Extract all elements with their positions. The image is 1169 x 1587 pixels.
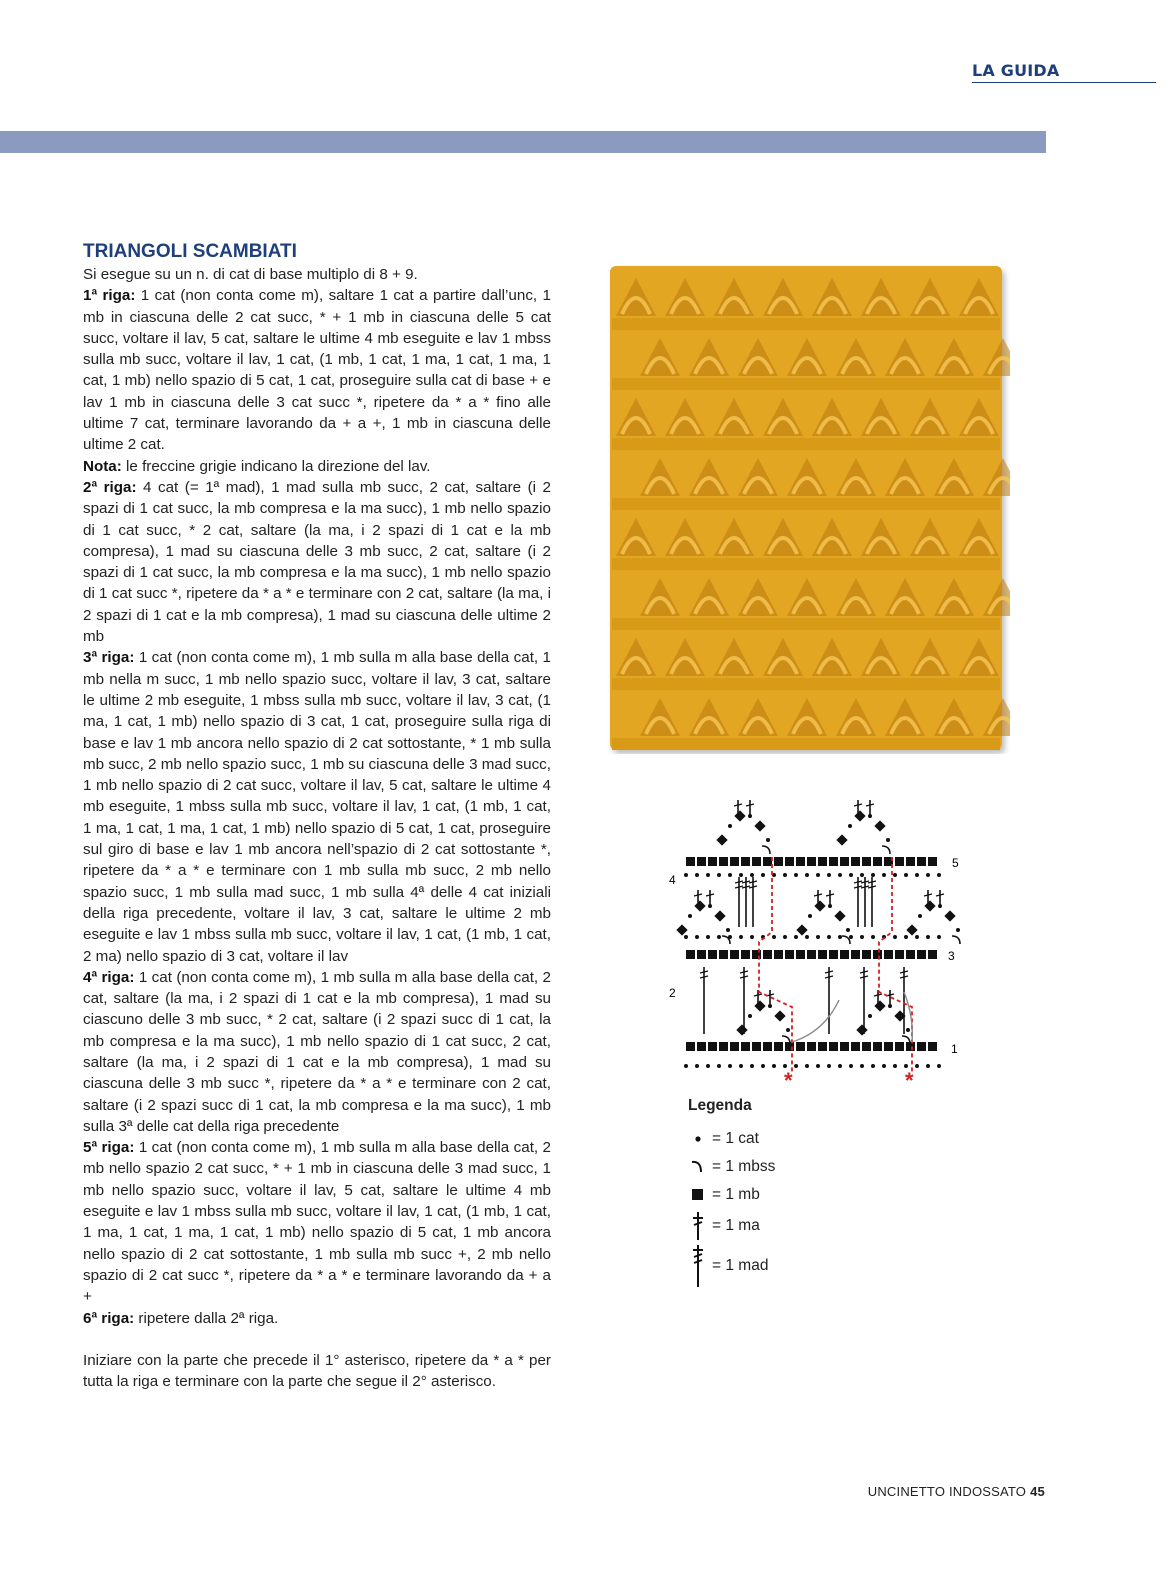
mb-square xyxy=(807,950,816,959)
stitch-bar xyxy=(854,804,862,806)
stitch-diagram xyxy=(664,792,964,1088)
cat-dot xyxy=(772,1064,776,1068)
cat-dot xyxy=(739,935,743,939)
mb-square xyxy=(917,857,926,866)
stitch-bar xyxy=(740,976,748,978)
row-4-label: 4ª riga: xyxy=(83,968,135,986)
cat-dot xyxy=(706,873,710,877)
slip-stitch-arc-icon xyxy=(688,1153,708,1181)
cat-dot xyxy=(805,935,809,939)
mb-square xyxy=(708,1042,717,1051)
mb-square xyxy=(686,1042,695,1051)
cat-dot xyxy=(904,873,908,877)
mb-square xyxy=(818,857,827,866)
cat-dot xyxy=(904,935,908,939)
cat-dot xyxy=(926,873,930,877)
mb-square xyxy=(884,950,893,959)
row-6-text: ripetere dalla 2ª riga. xyxy=(134,1309,279,1327)
cat-dot xyxy=(805,873,809,877)
row-3-paragraph xyxy=(83,647,551,966)
cat-dot xyxy=(684,873,688,877)
mb-square xyxy=(796,950,805,959)
stitch-bar xyxy=(749,886,757,888)
cat-dot xyxy=(868,1014,872,1018)
mb-square xyxy=(928,950,937,959)
cat-dot xyxy=(827,1064,831,1068)
intro-paragraph: Si esegue su un n. di cat di base multiplo di 8 + 9. xyxy=(83,266,418,283)
stitch-bar xyxy=(860,971,868,973)
mb-square xyxy=(834,910,845,921)
cat-dot xyxy=(882,873,886,877)
stitch-bar xyxy=(826,894,834,896)
cat-dot xyxy=(871,935,875,939)
cat-dot xyxy=(848,824,852,828)
mb-square xyxy=(928,857,937,866)
row-5-paragraph xyxy=(83,1137,551,1307)
mb-square xyxy=(873,857,882,866)
cat-dot xyxy=(915,1064,919,1068)
cat-dot xyxy=(750,935,754,939)
cat-dot xyxy=(695,935,699,939)
cat-dot xyxy=(860,873,864,877)
stitch-bar xyxy=(740,971,748,973)
mb-square xyxy=(840,950,849,959)
mb-square xyxy=(719,857,728,866)
stitch-bar xyxy=(700,971,708,973)
legend-item-mb xyxy=(688,1181,775,1209)
cat-dot xyxy=(893,873,897,877)
mb-square xyxy=(754,820,765,831)
cat-dot xyxy=(838,873,842,877)
legend-title: Legenda xyxy=(688,1097,752,1114)
mb-square xyxy=(734,810,745,821)
mb-square xyxy=(836,834,847,845)
swatch-band xyxy=(612,618,1000,630)
row-6-label: 6ª riga: xyxy=(83,1309,135,1327)
mb-square xyxy=(829,857,838,866)
swatch-band xyxy=(612,738,1000,750)
mb-square xyxy=(774,950,783,959)
cat-dot xyxy=(786,1028,790,1032)
crochet-swatch-image xyxy=(606,264,1010,754)
cat-dot xyxy=(860,1064,864,1068)
cat-dot xyxy=(684,935,688,939)
cat-dot xyxy=(871,1064,875,1068)
stitch-bar xyxy=(735,881,743,883)
stitch-bar xyxy=(860,976,868,978)
cat-dot xyxy=(816,935,820,939)
mb-square xyxy=(754,1000,765,1011)
mb-square xyxy=(906,924,917,935)
stitch-bar xyxy=(936,894,944,896)
article-title: TRIANGOLI SCAMBIATI xyxy=(83,241,297,262)
mb-square xyxy=(730,950,739,959)
mb-square xyxy=(851,1042,860,1051)
mbss-arc xyxy=(882,846,890,854)
closing-paragraph: Iniziare con la parte che precede il 1° asterisco, ripetere da * a * per tutta la riga e terminare con la parte che segue il 2° asterisco. xyxy=(83,1351,551,1391)
cat-dot xyxy=(750,873,754,877)
cat-dot xyxy=(808,914,812,918)
cat-dot xyxy=(717,873,721,877)
swatch-band xyxy=(612,678,1000,690)
mb-square xyxy=(829,1042,838,1051)
cat-dot xyxy=(783,935,787,939)
mb-square xyxy=(719,1042,728,1051)
cat-dot xyxy=(893,935,897,939)
row-5-text: 1 cat (non conta come m), 1 mb sulla m alla base della cat, 2 mb nello spazio 2 cat succ, * + 1 mb in ciascuna delle 3 mad succ, 1 mb nello spazio succ, voltare il lav, 5 cat, saltare le ultime 4 mb eseguite e lav 1 mbss sulla mb succ, voltare il lav, 1 cat, (1 mb, 1 cat, 1 ma, 1 cat, 1 ma, 1 cat, 1 mb) nello spazio di 5 cat, 1 mb ancora nello spazio di 2 cat sottostante, 1 mb sulla mb succ +, 2 mb nello spazio di 2 cat succ *, ripetere da * a * e terminare lavorando da + a + xyxy=(83,1139,552,1306)
cat-dot xyxy=(816,873,820,877)
swatch-band xyxy=(612,378,1000,390)
stitch-bar xyxy=(749,881,757,883)
mb-square xyxy=(730,857,739,866)
cat-dot xyxy=(918,914,922,918)
cat-dot xyxy=(726,928,730,932)
mb-square xyxy=(873,1042,882,1051)
row-2-label: 2ª riga: xyxy=(83,478,137,496)
mb-square xyxy=(884,1042,893,1051)
cat-dot xyxy=(906,1028,910,1032)
cat-dot xyxy=(750,1064,754,1068)
mb-square xyxy=(906,857,915,866)
cat-dot xyxy=(882,1064,886,1068)
mb-square xyxy=(856,1024,867,1035)
cat-dot xyxy=(849,1064,853,1068)
mb-square xyxy=(774,1010,785,1021)
cat-dot xyxy=(846,928,850,932)
legend-item-label: = 1 mad xyxy=(712,1257,769,1274)
stitch-bar xyxy=(734,804,742,806)
mb-square xyxy=(862,1042,871,1051)
mb-square xyxy=(895,950,904,959)
mb-square xyxy=(895,1042,904,1051)
direction-arrow xyxy=(792,1000,839,1042)
chain-dot-icon xyxy=(688,1125,708,1153)
repeat-line-right xyxy=(879,857,912,1074)
stitch-bar xyxy=(854,886,862,888)
cat-dot xyxy=(748,1014,752,1018)
cat-dot xyxy=(706,1064,710,1068)
cat-dot xyxy=(794,1064,798,1068)
mb-square xyxy=(719,950,728,959)
row-3-text: 1 cat (non conta come m), 1 mb sulla m alla base della cat, 1 mb nella m succ, 1 mb nello spazio succ, voltare il lav, 3 cat, saltare le ultime 2 mb eseguite, 1 mbss sulla mb succ, voltare il lav, 3 cat, (1 ma, 1 cat, 1 mb) nello spazio di 3 cat, 1 cat, proseguire sulla riga di base e lav 1 mb ancora nello spazio di 2 cat sottostante, * 1 mb sulla mb succ, 2 mb nello spazio succ, 1 mb su ciascuna delle 3 mad succ, 1 mb nello spazio di 2 cat succ, voltare il lav, 5 cat, saltare le ultime 4 mb eseguite, 1 mbss sulla mb succ, voltare il lav, 1 cat, (1 mb, 1 cat, 1 ma, 1 cat, 1 ma, 1 cat, 1 mb) nello spazio di 5 cat, 1 cat, proseguire sul giro di base e lav 1 mb ancora nell’spazio di 2 cat sottostante *, ripetere da * a * e terminare con 1 mb sulla mb succ, 2 mb nello spazio succ, 1 mb sulla mad succ, 1 mb sulla 4ª delle 4 cat iniziali della riga precedente, voltare il lav, 3 cat, saltare le ultime 2 mb eseguite e lav 1 mbss sulla mb succ, voltare il lav, 1 cat, (1 mb, 1 cat, 2 ma) nello spazio di 3 cat, voltare il lav xyxy=(83,649,552,965)
cat-dot xyxy=(816,1064,820,1068)
cat-dot xyxy=(937,935,941,939)
stitch-bar xyxy=(900,971,908,973)
mb-square xyxy=(818,950,827,959)
mb-square xyxy=(716,834,727,845)
cat-dot xyxy=(695,1064,699,1068)
mb-square xyxy=(763,857,772,866)
stitch-bar xyxy=(694,894,702,896)
mb-square xyxy=(917,1042,926,1051)
cat-dot xyxy=(827,935,831,939)
half-treble-stitch-icon xyxy=(688,1209,708,1243)
row-1-text: 1 cat (non conta come m), saltare 1 cat a partire dall’unc, 1 mb in ciascuna delle 2 cat succ, * + 1 mb in ciascuna delle 5 cat succ, voltare il lav, 5 cat, saltare le ultime 4 mb eseguite e lav 1 mbss sulla mb succ, voltare il lav, 1 cat, (1 mb, 1 cat, 1 ma, 1 cat, 1 ma, 1 cat, 1 mb) nello spazio di 5 cat, 1 cat, proseguire sulla cat di base + e lav 1 mb in ciascuna delle 3 cat succ *, ripetere da * a * fino alle ultime 7 cat, terminare lavorando da + a +, 1 mb in ciascuna delle ultime 2 cat. xyxy=(83,287,551,454)
legend-item-label: = 1 mbss xyxy=(712,1158,776,1175)
mb-square xyxy=(741,950,750,959)
mb-square xyxy=(752,1042,761,1051)
cat-dot xyxy=(886,838,890,842)
mb-square xyxy=(763,1042,772,1051)
stitch-bar xyxy=(742,886,750,888)
cat-dot xyxy=(937,1064,941,1068)
cat-dot xyxy=(915,873,919,877)
cat-dot xyxy=(772,935,776,939)
swatch-band xyxy=(612,558,1000,570)
row-number-5: 5 xyxy=(952,856,959,870)
cat-dot xyxy=(717,935,721,939)
mb-square xyxy=(676,924,687,935)
cat-dot xyxy=(766,838,770,842)
stitch-bar xyxy=(900,976,908,978)
mb-square xyxy=(686,857,695,866)
mb-square xyxy=(862,857,871,866)
article-body xyxy=(83,264,551,1392)
row-2-paragraph xyxy=(83,477,551,647)
mb-square xyxy=(796,1042,805,1051)
mb-square xyxy=(785,950,794,959)
mb-square xyxy=(697,857,706,866)
mb-square xyxy=(862,950,871,959)
legend-item-label: = 1 cat xyxy=(712,1130,759,1147)
legend-item-mad xyxy=(688,1243,775,1289)
mb-square xyxy=(807,1042,816,1051)
legend-item-ma xyxy=(688,1209,775,1243)
cat-dot xyxy=(926,935,930,939)
row-number-1: 1 xyxy=(951,1042,958,1056)
stitch-bar xyxy=(868,881,876,883)
row-number-4: 4 xyxy=(669,873,676,887)
cat-dot xyxy=(728,824,732,828)
cat-dot xyxy=(688,914,692,918)
legend-item-label: = 1 mb xyxy=(712,1186,760,1203)
mb-square xyxy=(708,950,717,959)
mb-square xyxy=(840,857,849,866)
double-treble-stitch-icon xyxy=(688,1243,708,1289)
legend-item-mbss xyxy=(688,1153,775,1181)
mb-square xyxy=(686,950,695,959)
single-crochet-square-icon xyxy=(688,1181,708,1209)
mb-square xyxy=(741,1042,750,1051)
stitch-bar xyxy=(868,886,876,888)
swatch-band xyxy=(612,438,1000,450)
mb-square xyxy=(874,1000,885,1011)
section-rule xyxy=(972,82,1156,83)
stitch-bar xyxy=(754,994,762,996)
stitch-bar xyxy=(700,976,708,978)
cat-dot xyxy=(794,873,798,877)
mb-square xyxy=(697,950,706,959)
cat-dot xyxy=(695,873,699,877)
mbss-arc xyxy=(842,936,850,944)
mb-square xyxy=(741,857,750,866)
cat-dot xyxy=(871,873,875,877)
cat-dot xyxy=(728,873,732,877)
mb-square xyxy=(736,1024,747,1035)
mb-square xyxy=(752,857,761,866)
mb-square xyxy=(906,950,915,959)
stitch-bar xyxy=(861,881,869,883)
cat-dot xyxy=(783,873,787,877)
cat-dot xyxy=(739,1064,743,1068)
legend-item-label: = 1 ma xyxy=(712,1217,760,1234)
mb-square xyxy=(814,900,825,911)
mb-square xyxy=(895,857,904,866)
mb-square xyxy=(944,910,955,921)
cat-dot xyxy=(717,1064,721,1068)
page-number: 45 xyxy=(1030,1484,1045,1499)
mb-square xyxy=(708,857,717,866)
mb-square xyxy=(818,1042,827,1051)
cat-dot xyxy=(827,873,831,877)
mb-square xyxy=(840,1042,849,1051)
stitch-bar xyxy=(866,804,874,806)
mb-square xyxy=(928,1042,937,1051)
mbss-arc xyxy=(952,936,960,944)
note-text: le freccine grigie indicano la direzione del lav. xyxy=(121,457,431,475)
mb-square xyxy=(796,857,805,866)
mb-square xyxy=(714,910,725,921)
cat-dot xyxy=(926,1064,930,1068)
cat-dot xyxy=(937,873,941,877)
stitch-bar xyxy=(746,804,754,806)
mb-square xyxy=(874,820,885,831)
cat-dot xyxy=(706,935,710,939)
row-number-3: 3 xyxy=(948,949,955,963)
stitch-bar xyxy=(825,976,833,978)
row-5-label: 5ª riga: xyxy=(83,1139,135,1157)
cat-dot xyxy=(915,935,919,939)
repeat-line-left xyxy=(759,857,792,1074)
mb-square xyxy=(774,857,783,866)
stitch-bar xyxy=(825,971,833,973)
row-number-2: 2 xyxy=(669,986,676,1000)
mb-square xyxy=(807,857,816,866)
mb-square xyxy=(851,950,860,959)
legend xyxy=(688,1097,775,1289)
row-4-paragraph xyxy=(83,967,551,1137)
cat-dot xyxy=(805,1064,809,1068)
mb-square xyxy=(694,900,705,911)
mb-square xyxy=(774,1042,783,1051)
cat-dot xyxy=(739,873,743,877)
cat-dot xyxy=(860,935,864,939)
row-3-label: 3ª riga: xyxy=(83,649,135,667)
section-label: LA GUIDA xyxy=(972,61,1060,80)
stitch-bar xyxy=(874,994,882,996)
repeat-asterisk-left: * xyxy=(784,1068,793,1088)
legend-item-cat xyxy=(688,1125,775,1153)
stitch-bar xyxy=(706,894,714,896)
mb-square xyxy=(854,810,865,821)
note-paragraph xyxy=(83,456,551,477)
swatch-band xyxy=(612,318,1000,330)
mb-square xyxy=(796,924,807,935)
row-2-text: 4 cat (= 1ª mad), 1 mad sulla mb succ, 2 cat, saltare (i 2 spazi di 1 cat succ, la mb compresa e la ma succ), 1 mb nello spazio di 1 cat succ, * 2 cat, saltare (la ma, i 2 spazi di 1 cat e la mb compresa), 1 mad su ciascuna delle 3 mb succ, 2 cat, saltare (i 2 spazi di 1 cat succ, la mb compresa e la ma succ), 1 mb nello spazio di 1 cat succ *, ripetere da * a * e terminare con 2 cat, saltare (la ma, i 2 spazi di 1 cat e la mb compresa), 1 mad su ciascuna delle ultime 2 mb xyxy=(83,478,551,646)
cat-dot xyxy=(838,1064,842,1068)
row-1-paragraph xyxy=(83,285,551,455)
cat-dot xyxy=(728,1064,732,1068)
cat-dot xyxy=(794,935,798,939)
magazine-name: UNCINETTO INDOSSATO xyxy=(867,1484,1027,1499)
mb-square xyxy=(829,950,838,959)
mb-square xyxy=(763,950,772,959)
cat-dot xyxy=(849,873,853,877)
mb-square xyxy=(730,1042,739,1051)
cat-dot xyxy=(761,1064,765,1068)
mb-square xyxy=(917,950,926,959)
cat-dot xyxy=(956,928,960,932)
stitch-bar xyxy=(861,886,869,888)
mbss-arc xyxy=(762,846,770,854)
mb-square xyxy=(785,857,794,866)
page-footer xyxy=(868,1484,1045,1499)
mb-square xyxy=(697,1042,706,1051)
direction-arrow xyxy=(904,992,912,1042)
stitch-bar xyxy=(924,894,932,896)
mb-square xyxy=(873,950,882,959)
cat-dot xyxy=(838,935,842,939)
cat-dot xyxy=(893,1064,897,1068)
stitch-bar xyxy=(742,881,750,883)
cat-dot xyxy=(761,873,765,877)
stitch-bar xyxy=(735,886,743,888)
cat-dot xyxy=(684,1064,688,1068)
swatch-band xyxy=(612,498,1000,510)
note-label: Nota: xyxy=(83,457,122,475)
stitch-bar xyxy=(814,894,822,896)
row-1-label: 1ª riga: xyxy=(83,287,136,305)
header-band xyxy=(0,131,1046,153)
stitch-bar xyxy=(854,881,862,883)
repeat-asterisk-right: * xyxy=(905,1068,914,1088)
row-4-text: 1 cat (non conta come m), 1 mb sulla m alla base della cat, 2 cat, saltare (la ma, i 2 spazi di 1 cat e la mb compresa), 1 mad su ciascuno delle 3 mb succ, * 2 cat, saltare (i 2 spazi succ di 1 cat, la mb compresa e la ma succ), 1 mb nello spazio di 1 cat succ, 2 cat, saltare (la ma, i 2 spazi di 1 cat e la mb compresa), 1 mad su ciascuna delle 3 mb succ *, ripetere da * a * e terminare con 2 cat, saltare (i 2 spazi succ di 1 cat, la mb compresa e la ma succ), 1 mb sulla 3ª delle cat della riga precedente xyxy=(83,968,552,1135)
cat-dot xyxy=(849,935,853,939)
row-6-paragraph xyxy=(83,1308,551,1329)
mb-square xyxy=(851,857,860,866)
mb-square xyxy=(924,900,935,911)
